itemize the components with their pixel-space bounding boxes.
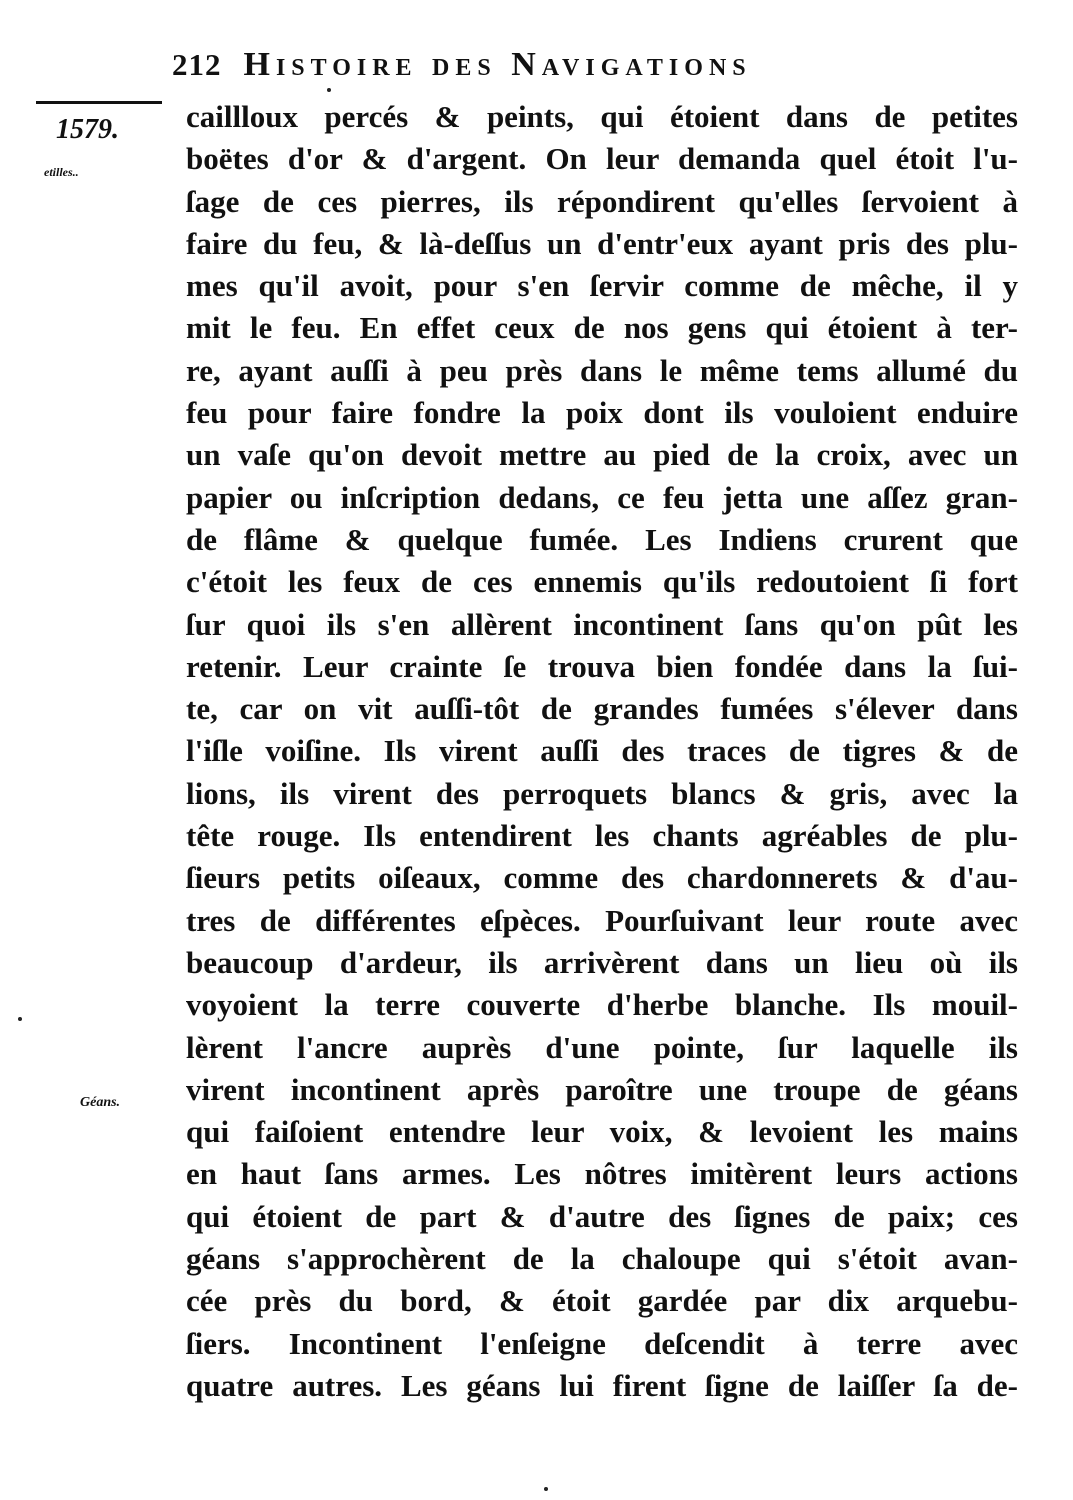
- text-line: tres de différentes eſpèces. Pourſuivant leur route avec: [186, 902, 1018, 938]
- text-line: caillloux percés & peints, qui étoient dans de petites: [186, 99, 1018, 134]
- ink-speck: [18, 1017, 22, 1021]
- text-line: ſieurs petits oiſeaux, comme des chardonnerets & d'au-: [186, 860, 1018, 896]
- text-line: papier ou inſcription dedans, ce feu jetta une aſſez gran-: [186, 479, 1018, 515]
- text-line: qui faiſoient entendre leur voix, & levoient les mains: [186, 1114, 1018, 1150]
- text-line: tête rouge. Ils entendirent les chants agréables de plu-: [186, 818, 1018, 854]
- text-line: lèrent l'ancre auprès d'une pointe, ſur laquelle ils: [186, 1029, 1018, 1065]
- text-line: un vaſe qu'on devoit mettre au pied de la croix, avec un: [186, 437, 1018, 473]
- text-line: retenir. Leur crainte ſe trouva bien fondée dans la ſui-: [186, 648, 1018, 684]
- text-line: ſur quoi ils s'en allèrent incontinent ſans qu'on pût les: [186, 606, 1018, 642]
- text-line: voyoient la terre couverte d'herbe blanche. Ils mouil-: [186, 987, 1018, 1023]
- text-line: cée près du bord, & étoit gardée par dix arquebu-: [186, 1283, 1018, 1319]
- text-line: mit le feu. En effet ceux de nos gens qui étoient à ter-: [186, 310, 1018, 346]
- ink-speck: [544, 1487, 548, 1491]
- body-text: [186, 96, 1018, 1407]
- margin-note-giants: Géans.: [80, 1095, 121, 1110]
- text-line: faire du feu, & là-deſſus un d'entr'eux ayant pris des plu-: [186, 225, 1018, 261]
- text-line: feu pour faire fondre la poix dont ils vouloient enduire: [186, 395, 1018, 431]
- text-line: de flâme & quelque fumée. Les Indiens crurent que: [186, 521, 1018, 557]
- page-number: 212: [172, 47, 222, 82]
- text-line: virent incontinent après paroître une troupe de géans: [186, 1071, 1018, 1107]
- text-line: c'étoit les feux de ces ennemis qu'ils redoutoient ſi fort: [186, 564, 1018, 600]
- text-line: qui étoient de part & d'autre des ſignes de paix; ces: [186, 1198, 1018, 1234]
- running-title: Histoire des Navigations: [243, 46, 752, 83]
- margin-note-first: etilles..: [44, 165, 79, 179]
- text-line: l'iſle voiſine. Ils virent auſſi des traces de tigres & de: [186, 733, 1018, 769]
- text-line: te, car on vit auſſi-tôt de grandes fumées s'élever dans: [186, 691, 1018, 727]
- text-line: mes qu'il avoit, pour s'en ſervir comme de mêche, il y: [186, 268, 1018, 304]
- text-line: en haut ſans armes. Les nôtres imitèrent leurs actions: [186, 1156, 1018, 1192]
- margin-year-note: 1579.: [56, 114, 119, 145]
- margin-rule: [36, 101, 162, 104]
- text-line: géans s'approchèrent de la chaloupe qui s'étoit avan-: [186, 1241, 1018, 1277]
- text-line: boëtes d'or & d'argent. On leur demanda quel étoit l'u-: [186, 141, 1018, 177]
- text-line: beaucoup d'ardeur, ils arrivèrent dans un lieu où ils: [186, 944, 1018, 980]
- text-line: lions, ils virent des perroquets blancs & gris, avec la: [186, 775, 1018, 811]
- text-line: ſage de ces pierres, ils répondirent qu'elles ſervoient à: [186, 183, 1018, 219]
- text-line: re, ayant auſſi à peu près dans le même tems allumé du: [186, 352, 1018, 388]
- page-header: [172, 46, 972, 98]
- ink-speck: [327, 88, 331, 92]
- text-line: quatre autres. Les géans lui firent ſigne de laiſſer ſa de-: [186, 1367, 1018, 1403]
- text-line: ſiers. Incontinent l'enſeigne deſcendit à terre avec: [186, 1325, 1018, 1361]
